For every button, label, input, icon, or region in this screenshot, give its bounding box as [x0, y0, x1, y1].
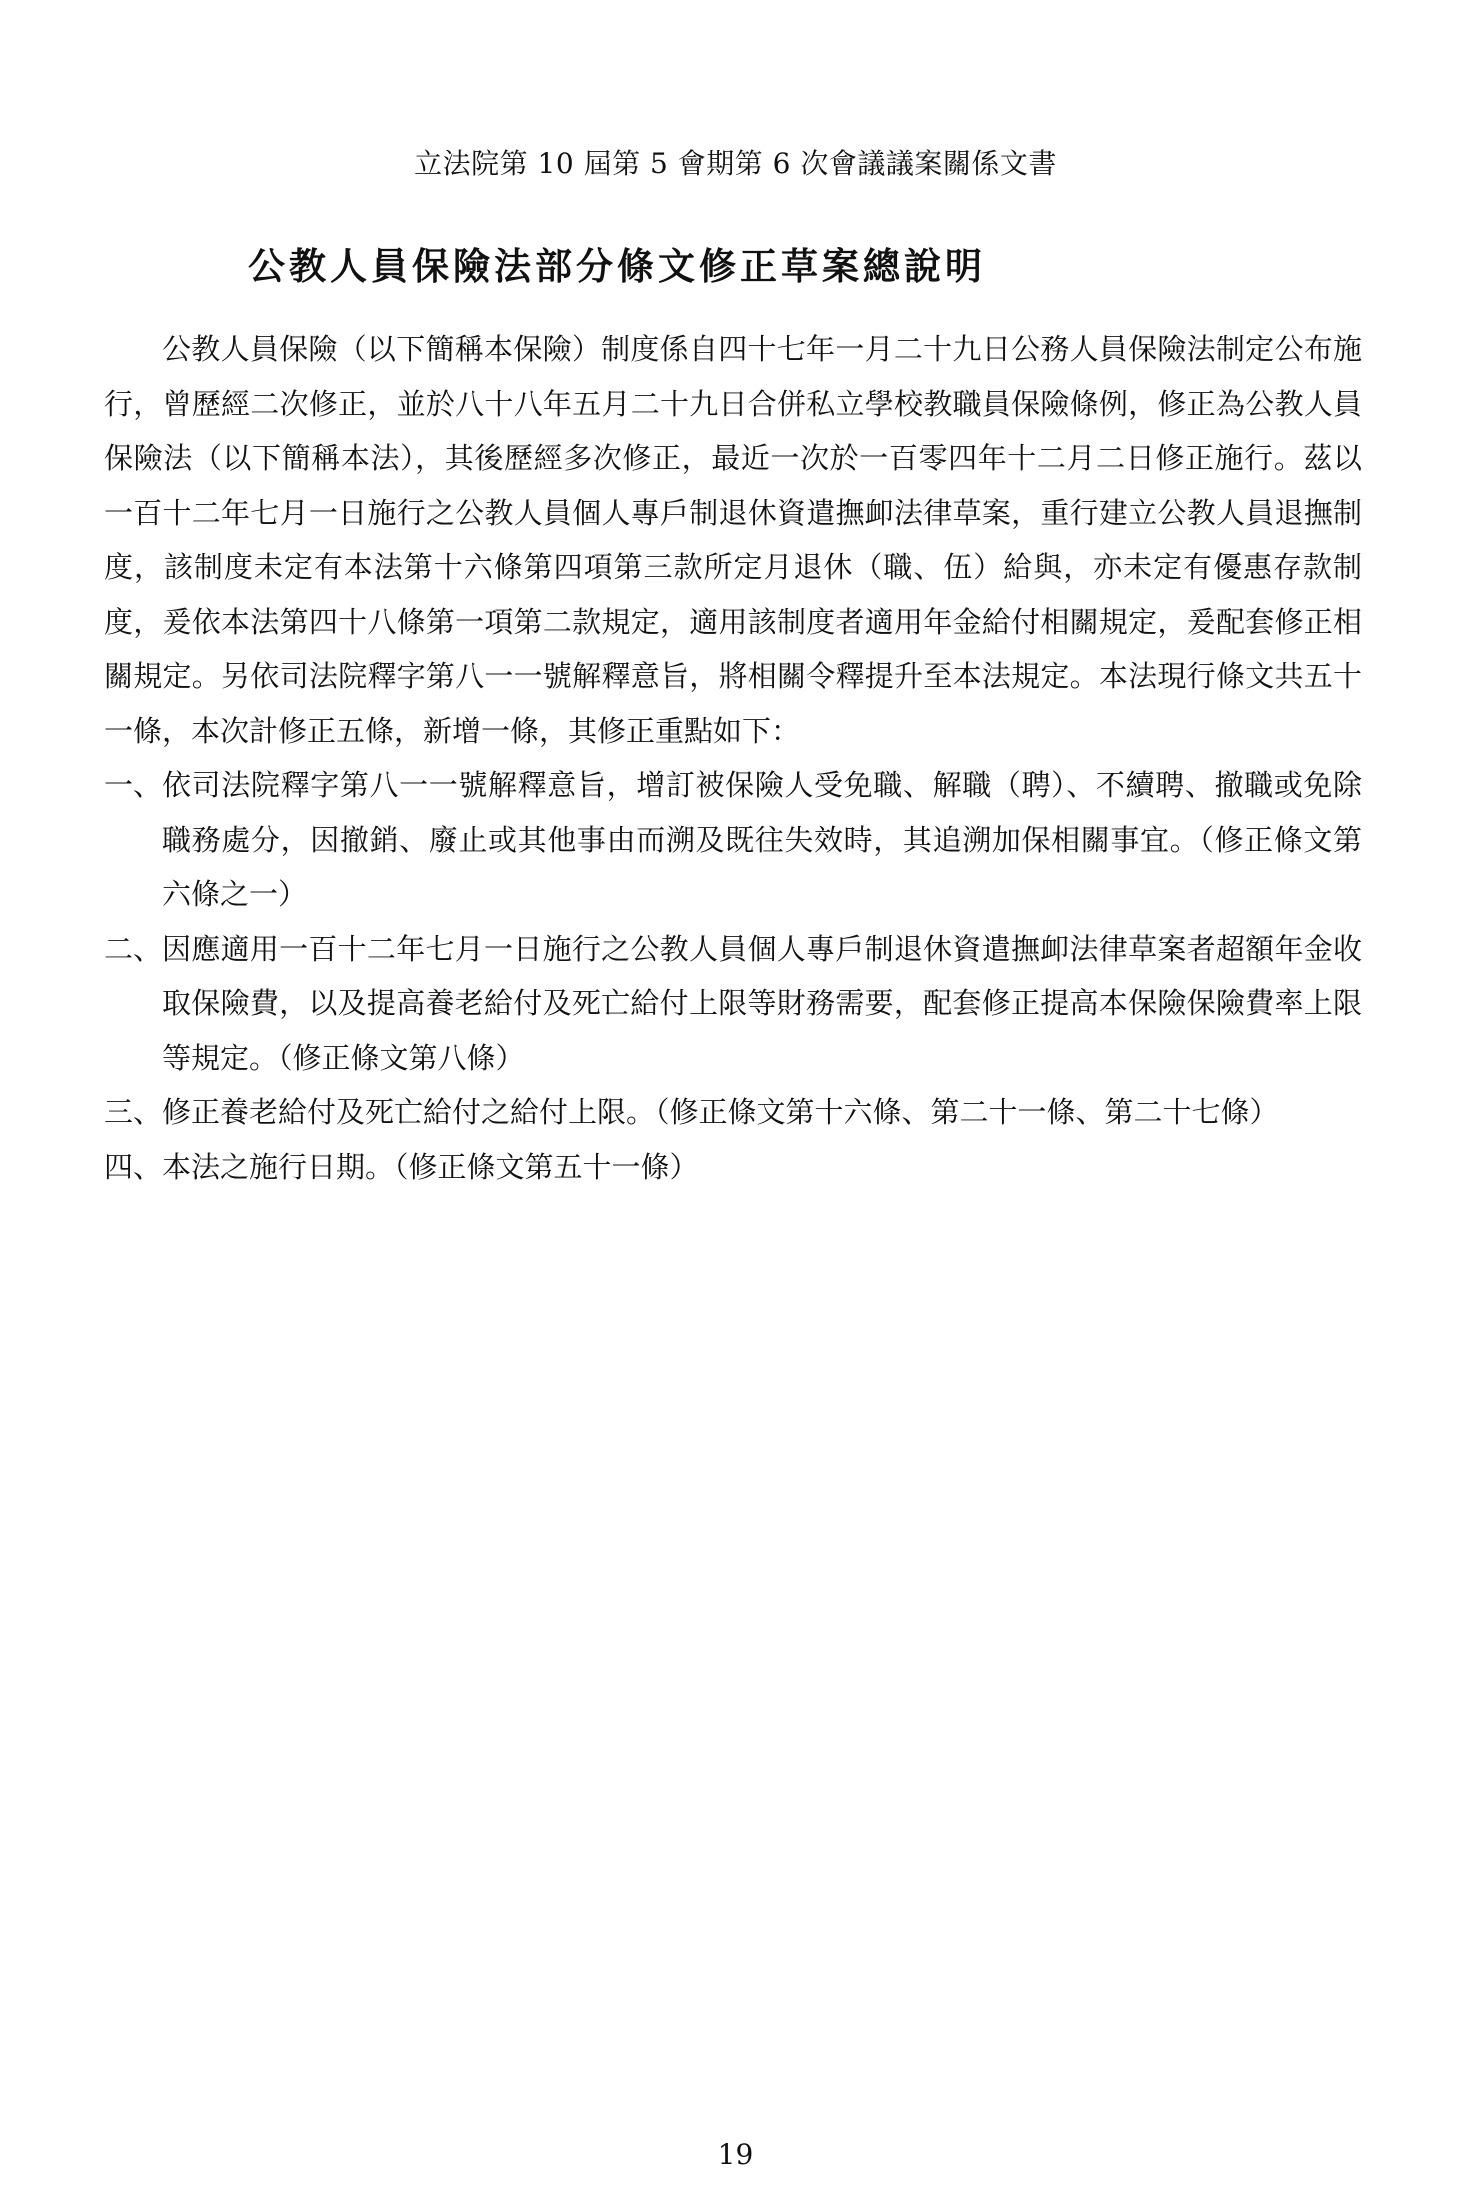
list-item-text: 本法之施行日期。（修正條文第五十一條） — [162, 1149, 699, 1184]
list-item — [104, 1140, 1362, 1195]
list-item-text: 依司法院釋字第八一一號解釋意旨，增訂被保險人受免職、解職（聘）、不續聘、撤職或免除職務處分，因撤銷、廢止或其他事由而溯及既往失效時，其追溯加保相關事宜。（修正條文第六條之一） — [162, 768, 1362, 911]
document-header: 立法院第 10 屆第 5 會期第 6 次會議議案關係文書 — [414, 147, 1057, 180]
list-item-number: 四、 — [104, 1149, 163, 1184]
list-item — [104, 758, 1362, 922]
document-title: 公教人員保險法部分條文修正草案總說明 — [248, 244, 986, 288]
list-item-number: 一、 — [104, 768, 163, 802]
list-item-text: 因應適用一百十二年七月一日施行之公教人員個人專戶制退休資遣撫卹法律草案者超額年金收取保險費，以及提高養老給付及死亡給付上限等財務需要，配套修正提高本保險保險費率上限等規定。（修正條文第八條） — [162, 931, 1362, 1075]
list-item — [104, 1085, 1362, 1140]
list-item-text: 修正養老給付及死亡給付之給付上限。（修正條文第十六條、第二十一條、第二十七條） — [162, 1095, 1279, 1129]
page-number: 19 — [717, 2138, 754, 2171]
list-item — [104, 922, 1362, 1086]
list-item-number: 三、 — [104, 1095, 163, 1129]
amendment-points-list — [104, 758, 1362, 1194]
document-body — [104, 322, 1362, 1194]
list-item-number: 二、 — [104, 931, 163, 966]
intro-paragraph: 公教人員保險（以下簡稱本保險）制度係自四十七年一月二十九日公務人員保險法制定公布施行，曾歷經二次修正，並於八十八年五月二十九日合併私立學校教職員保險條例，修正為公教人員保險法（以下簡稱本法），其後歷經多次修正，最近一次於一百零四年十二月二日修正施行。茲以一百十二年七月一日施行之公教人員個人專戶制退休資遣撫卹法律草案，重行建立公教人員退撫制度，該制度未定有本法第十六條第四項第三款所定月退休（職、伍）給與，亦未定有優惠存款制度，爰依本法第四十八條第一項第二款規定，適用該制度者適用年金給付相關規定，爰配套修正相關規定。另依司法院釋字第八一一號解釋意旨，將相關令釋提升至本法規定。本法現行條文共五十一條，本次計修正五條，新增一條，其修正重點如下： — [104, 332, 1362, 748]
